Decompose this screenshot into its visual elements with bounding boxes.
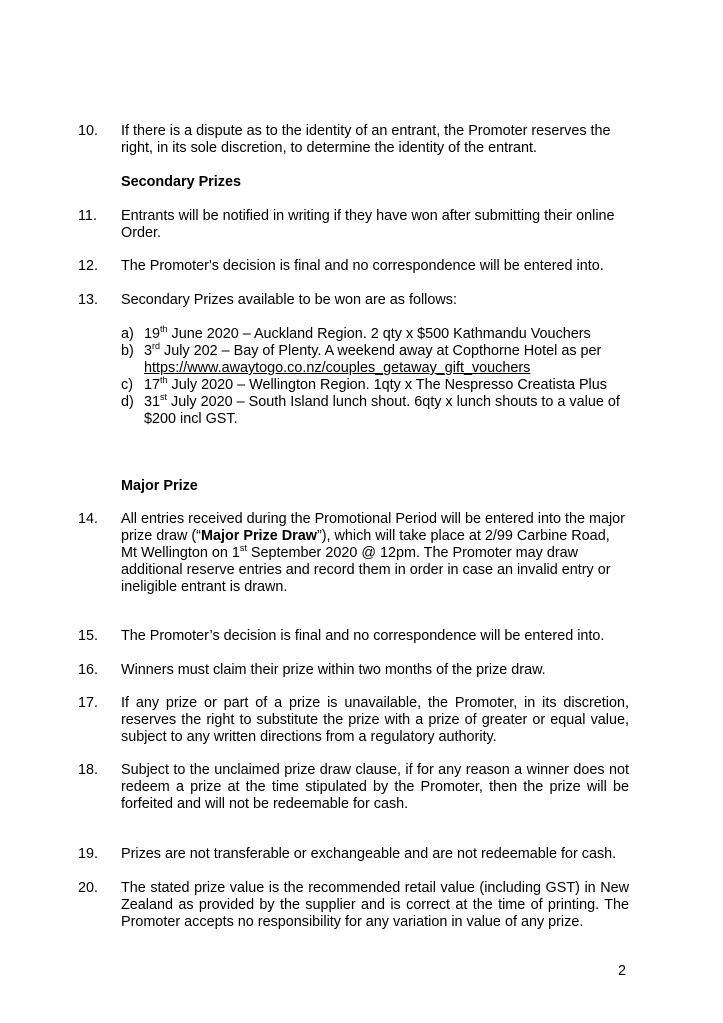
clause-number: 20.	[78, 880, 99, 896]
clause-text: Winners must claim their prize within two months of the prize draw.	[121, 662, 546, 678]
list-text: 31st July 2020 – South Island lunch shout. 6qty x lunch shouts to a value of $200 incl GST.	[144, 392, 620, 427]
clause-number: 10.	[78, 123, 99, 139]
clause-number: 12.	[78, 258, 99, 274]
clause-number: 18.	[78, 762, 99, 778]
clause-number: 13.	[78, 292, 99, 308]
list-text: 17th July 2020 – Wellington Region. 1qty x The Nespresso Creatista Plus	[144, 375, 607, 393]
secondary-prizes-heading: Secondary Prizes	[121, 174, 241, 190]
list-letter: c)	[121, 377, 133, 393]
major-prize-heading: Major Prize	[121, 478, 198, 494]
clause-text: If there is a dispute as to the identity of an entrant, the Promoter reserves the right, in its sole discretion, to determine the identity of the entrant.	[121, 123, 611, 156]
secondary-prizes-list	[121, 326, 631, 428]
clause-number: 19.	[78, 846, 99, 862]
list-item	[121, 343, 631, 377]
clause-text: If any prize or part of a prize is unavailable, the Promoter, in its discretion, reserves the right to substitute the prize with a prize of greater or equal value, subject to any written directions from a regulatory authority.	[121, 695, 629, 745]
clause-text: All entries received during the Promotional Period will be entered into the major prize draw (“Major Prize Draw”), which will take place at 2/99 Carbine Road, Mt Wellington on 1st September 2020 @ 12pm. The Promoter may draw additional reserve entries and record them in order in case an invalid entry or ineligible entrant is drawn.	[121, 511, 625, 595]
list-letter: d)	[121, 394, 134, 410]
clause-number: 17.	[78, 695, 99, 711]
clause-text: Entrants will be notified in writing if they have won after submitting their online Order.	[121, 208, 615, 241]
clause-text: Prizes are not transferable or exchangeable and are not redeemable for cash.	[121, 846, 617, 862]
clause-number: 15.	[78, 628, 99, 644]
clause-text: The Promoter’s decision is final and no correspondence will be entered into.	[121, 628, 605, 644]
list-item	[121, 326, 631, 343]
clause-text: Secondary Prizes available to be won are as follows:	[121, 292, 457, 308]
clause-text: The Promoter's decision is final and no correspondence will be entered into.	[121, 258, 604, 274]
list-item	[121, 394, 631, 428]
clause-number: 14.	[78, 511, 99, 527]
getaway-voucher-link[interactable]: https://www.awaytogo.co.nz/couples_getaway_gift_vouchers	[144, 360, 531, 376]
page-number: 2	[618, 963, 627, 979]
list-text: 3rd July 202 – Bay of Plenty. A weekend away at Copthorne Hotel as per https://www.awaytogo.co.nz/couples_getaway_gift_vouchers	[144, 341, 602, 376]
list-letter: a)	[121, 326, 134, 342]
clause-text: Subject to the unclaimed prize draw clause, if for any reason a winner does not redeem a prize at the time stipulated by the Promoter, then the prize will be forfeited and will not be redeemable for cash.	[121, 762, 629, 812]
list-letter: b)	[121, 343, 134, 359]
major-prize-draw-term: Major Prize Draw	[200, 528, 317, 544]
clause-text: The stated prize value is the recommended retail value (including GST) in New Zealand as provided by the supplier and is correct at the time of printing. The Promoter accepts no responsibility for any variation in value of any prize.	[121, 880, 629, 930]
list-text: 19th June 2020 – Auckland Region. 2 qty x $500 Kathmandu Vouchers	[144, 324, 591, 342]
list-item	[121, 377, 631, 394]
clause-number: 16.	[78, 662, 99, 678]
clause-number: 11.	[78, 208, 97, 224]
